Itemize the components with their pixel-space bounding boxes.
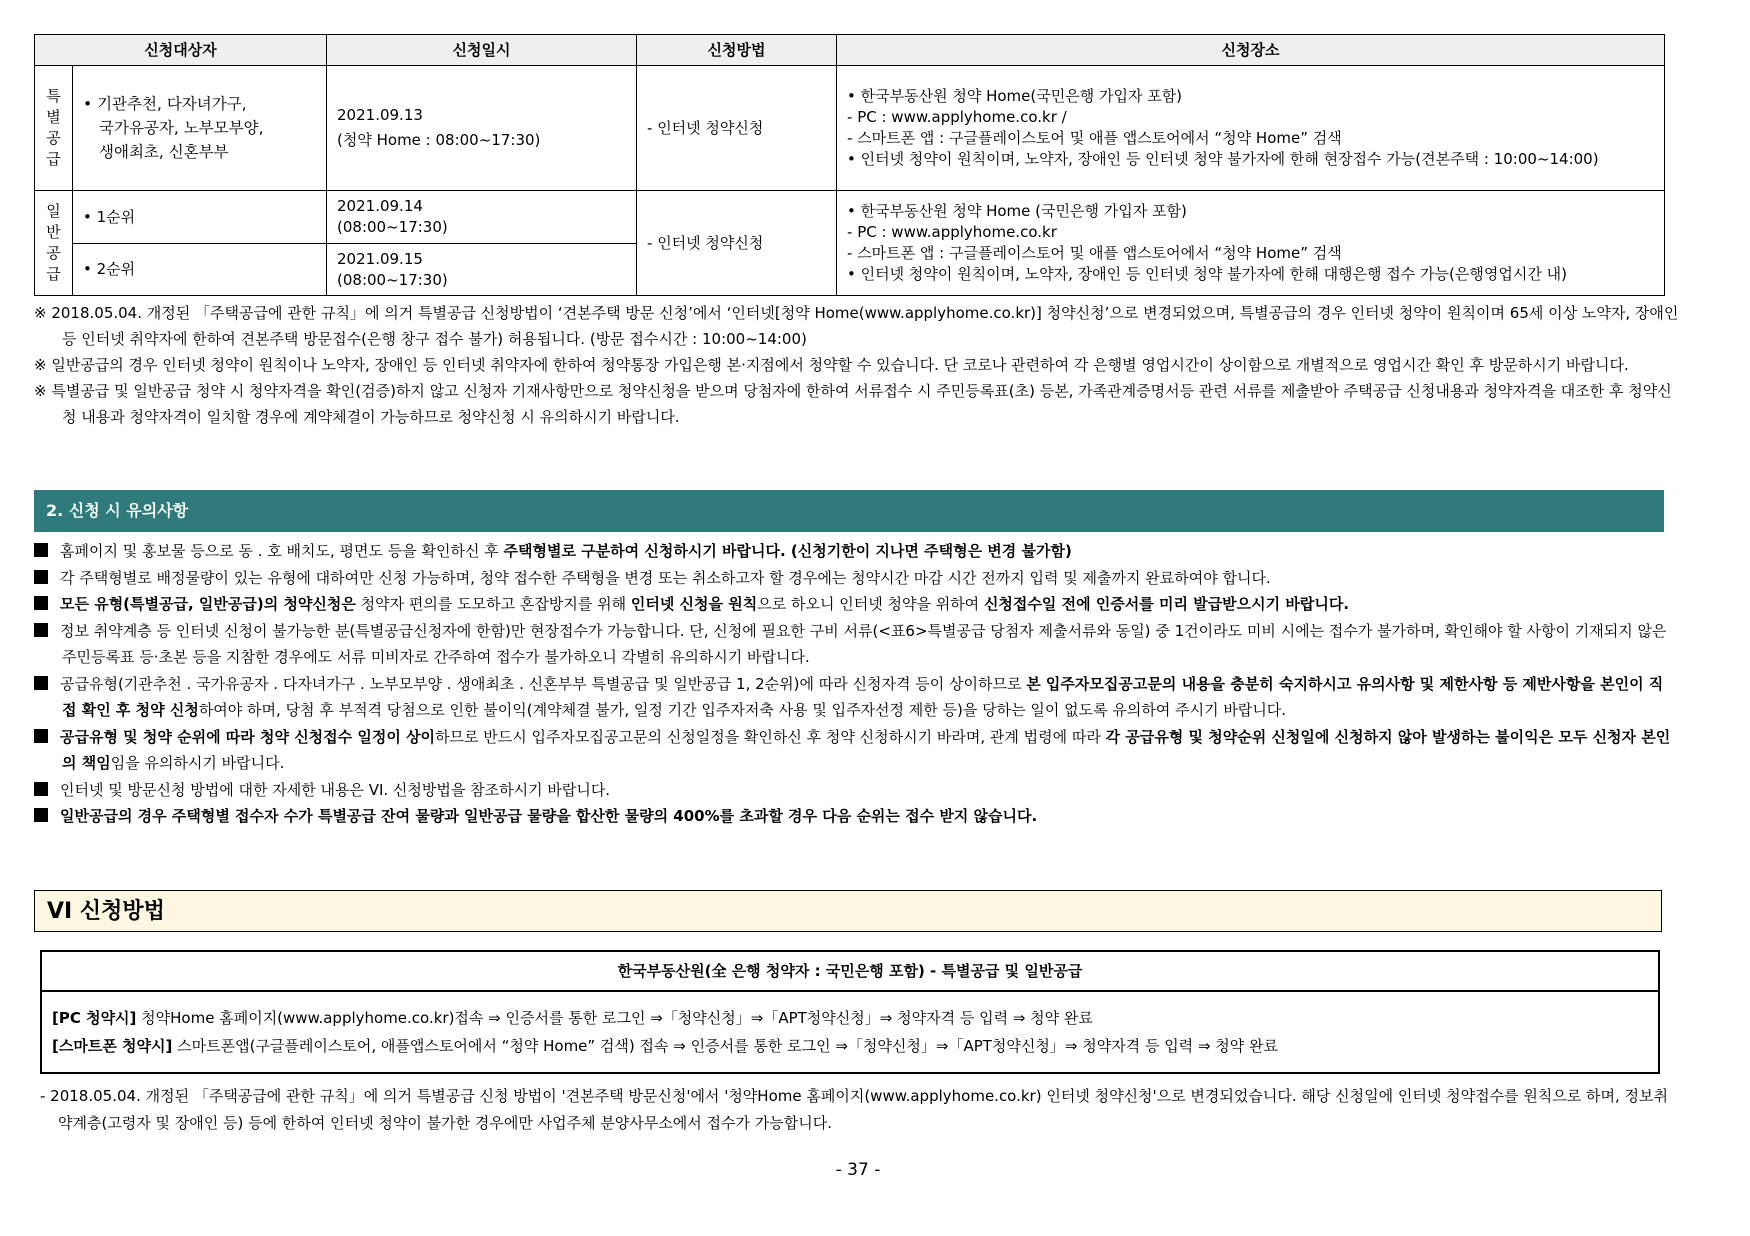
general-rank2-datetime: 2021.09.15 (08:00~17:30) (327, 244, 637, 296)
square-bullet-icon (34, 596, 48, 610)
square-bullet-icon (34, 543, 48, 557)
table-header-row (35, 35, 1665, 66)
square-bullet-icon (34, 729, 48, 743)
list-item: 공급유형 및 청약 순위에 따라 청약 신청접수 일정이 상이하므로 반드시 입주자모집공고문의 신청일정을 확인하신 후 청약 신청하시기 바라며, 관계 법령에 따라 각 공급유형 및 청약순위 신청일에 신청하지 않아 발생하는 불이익은 모두 신청자 본인의 책임임을 유의하시기 바랍니다. (34, 724, 1674, 777)
special-datetime: 2021.09.13 (청약 Home : 08:00~17:30) (327, 66, 637, 191)
square-bullet-icon (34, 782, 48, 796)
list-item: 일반공급의 경우 주택형별 접수자 수가 특별공급 잔여 물량과 일반공급 물량을 합산한 물량의 400%를 초과할 경우 다음 순위는 접수 받지 않습니다. (34, 803, 1674, 830)
application-box-title: 한국부동산원(全 은행 청약자 : 국민은행 포함) - 특별공급 및 일반공급 (42, 952, 1658, 992)
square-bullet-icon (34, 808, 48, 822)
list-item: 인터넷 및 방문신청 방법에 대한 자세한 내용은 VI. 신청방법을 참조하시기 바랍니다. (34, 777, 1674, 804)
section-heading-precautions: 2. 신청 시 유의사항 (34, 490, 1664, 532)
list-item: 모든 유형(특별공급, 일반공급)의 청약신청은 청약자 편의를 도모하고 혼잡방지를 위해 인터넷 신청을 원칙으로 하오니 인터넷 청약을 위하여 신청접수일 전에 인증서를 미리 발급받으시기 바랍니다. (34, 591, 1674, 618)
pc-instructions: [PC 청약시] 청약Home 홈페이지(www.applyhome.co.kr)접속 ⇒ 인증서를 통한 로그인 ⇒「청약신청」⇒「APT청약신청」⇒ 청약자격 등 입력 ⇒ 청약 완료 (52, 1009, 1093, 1027)
application-method-note: - 2018.05.04. 개정된 「주택공급에 관한 규칙」에 의거 특별공급 신청 방법이 '견본주택 방문신청'에서 '청약Home 홈페이지(www.applyhome.co.kr) 인터넷 청약신청'으로 변경되었습니다. 해당 신청일에 인터넷 청약접수를 원칙으로 하며, 정보취약계층(고령자 및 장애인 등) 등에 한하여 인터넷 청약이 불가한 경우에만 사업주체 분양사무소에서 접수가 가능합니다. (40, 1087, 1669, 1132)
precautions-list (34, 538, 1674, 830)
application-schedule-table (34, 34, 1665, 296)
general-method: - 인터넷 청약신청 (637, 191, 837, 296)
header-datetime: 신청일시 (327, 35, 637, 66)
table-note-2: ※ 일반공급의 경우 인터넷 청약이 원칙이나 노약자, 장애인 등 인터넷 취약자에 한하여 청약통장 가입은행 본·지점에서 청약할 수 있습니다. 단 코로나 관련하여 각 은행별 영업시간이 상이함으로 개별적으로 영업시간 확인 후 방문하시기 바랍니다. (34, 356, 1629, 374)
header-place: 신청장소 (837, 35, 1665, 66)
special-targets: • 기관추천, 다자녀가구, 국가유공자, 노부모부양, 생애최초, 신혼부부 (73, 66, 327, 191)
group-label-general: 일 반 공 급 (35, 191, 73, 296)
application-method-box (40, 950, 1660, 1074)
general-rank1: • 1순위 (73, 191, 327, 244)
header-target: 신청대상자 (35, 35, 327, 66)
list-item: 공급유형(기관추천 . 국가유공자 . 다자녀가구 . 노부모부양 . 생애최초 . 신혼부부 특별공급 및 일반공급 1, 2순위)에 따라 신청자격 등이 상이하므로 본 입주자모집공고문의 내용을 충분히 숙지하시고 유의사항 및 제한사항 등 제반사항을 본인이 직접 확인 후 청약 신청하여야 하며, 당첨 후 부적격 당첨으로 인한 불이익(계약체결 불가, 일정 기간 입주자저축 사용 및 입주자선정 제한 등)을 당하는 일이 없도록 유의하여 주시기 바랍니다. (34, 671, 1674, 724)
table-row-special (35, 66, 1665, 191)
general-rank2: • 2순위 (73, 244, 327, 296)
special-method: - 인터넷 청약신청 (637, 66, 837, 191)
list-item: 각 주택형별로 배정물량이 있는 유형에 대하여만 신청 가능하며, 청약 접수한 주택형을 변경 또는 취소하고자 할 경우에는 청약시간 마감 시간 전까지 입력 및 제출까지 완료하여야 합니다. (34, 565, 1674, 592)
header-method: 신청방법 (637, 35, 837, 66)
page-number: - 37 - (835, 1160, 881, 1180)
list-item: 정보 취약계층 등 인터넷 신청이 불가능한 분(특별공급신청자에 한함)만 현장접수가 가능합니다. 단, 신청에 필요한 구비 서류(<표6>특별공급 당첨자 제출서류와 동일) 중 1건이라도 미비 시에는 접수가 불가하며, 확인해야 할 사항이 기재되지 않은 주민등록표 등·초본 등을 지참한 경우에도 서류 미비자로 간주하여 접수가 불가하오니 각별히 유의하시기 바랍니다. (34, 618, 1674, 671)
section-heading-application-method: VI 신청방법 (34, 890, 1662, 932)
square-bullet-icon (34, 676, 48, 690)
square-bullet-icon (34, 623, 48, 637)
application-box-body (42, 992, 1658, 1060)
special-place: • 한국부동산원 청약 Home(국민은행 가입자 포함) - PC : www.applyhome.co.kr / - 스마트폰 앱 : 구글플레이스토어 및 애플 앱스토어에서 “청약 Home” 검색 • 인터넷 청약이 원칙이며, 노약자, 장애인 등 인터넷 청약 불가자에 한해 현장접수 가능(견본주택 : 10:00~14:00) (837, 66, 1665, 191)
table-notes (34, 300, 1684, 430)
square-bullet-icon (34, 570, 48, 584)
table-note-1: ※ 2018.05.04. 개정된 「주택공급에 관한 규칙」에 의거 특별공급 신청방법이 ‘견본주택 방문 신청’에서 ‘인터넷[청약 Home(www.applyhome.co.kr)] 청약신청’으로 변경되었으며, 특별공급의 경우 인터넷 청약이 원칙이며 65세 이상 노약자, 장애인 등 인터넷 취약자에 한하여 견본주택 방문접수(은행 창구 접수 불가) 허용됩니다. (방문 접수시간 : 10:00~14:00) (34, 304, 1679, 348)
general-rank1-datetime: 2021.09.14 (08:00~17:30) (327, 191, 637, 244)
mobile-instructions: [스마트폰 청약시] 스마트폰앱(구글플레이스토어, 애플앱스토어에서 “청약 Home” 검색) 접속 ⇒ 인증서를 통한 로그인 ⇒「청약신청」⇒「APT청약신청」⇒ 청약자격 등 입력 ⇒ 청약 완료 (52, 1037, 1279, 1055)
list-item: 홈페이지 및 홍보물 등으로 동 . 호 배치도, 평면도 등을 확인하신 후 주택형별로 구분하여 신청하시기 바랍니다. (신청기한이 지나면 주택형은 변경 불가함) (34, 538, 1674, 565)
group-label-special: 특 별 공 급 (35, 66, 73, 191)
general-place: • 한국부동산원 청약 Home (국민은행 가입자 포함) - PC : www.applyhome.co.kr - 스마트폰 앱 : 구글플레이스토어 및 애플 앱스토어에서 “청약 Home” 검색 • 인터넷 청약이 원칙이며, 노약자, 장애인 등 인터넷 청약 불가자에 한해 대행은행 접수 가능(은행영업시간 내) (837, 191, 1665, 296)
table-note-3: ※ 특별공급 및 일반공급 청약 시 청약자격을 확인(검증)하지 않고 신청자 기재사항만으로 청약신청을 받으며 당첨자에 한하여 서류접수 시 주민등록표(초) 등본, 가족관계증명서등 관련 서류를 제출받아 주택공급 신청내용과 청약자격을 대조한 후 청약신청 내용과 청약자격이 일치할 경우에 계약체결이 가능하므로 청약신청 시 유의하시기 바랍니다. (34, 382, 1672, 426)
table-row-general-rank1 (35, 191, 1665, 244)
